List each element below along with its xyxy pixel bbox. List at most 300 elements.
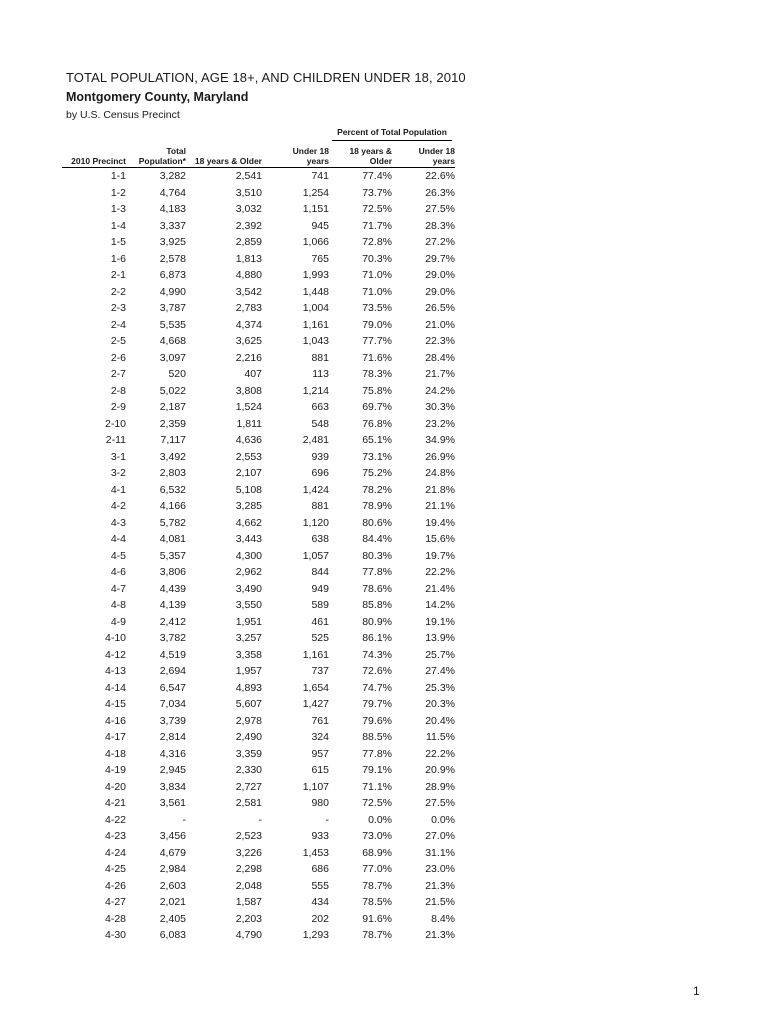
under18-cell: 1,151 (302, 203, 329, 215)
pct-under18-cell: 22.2% (425, 747, 455, 760)
adults-cell: 1,811 (236, 417, 262, 430)
adults-cell: 4,893 (235, 681, 262, 694)
pct-adults-cell: 78.7% (362, 929, 392, 941)
pct-adults-cell: 72.6% (362, 665, 392, 677)
under18-cell: 933 (311, 830, 329, 842)
table-row (62, 383, 455, 400)
total-population-cell: 3,806 (159, 566, 186, 578)
precinct-cell: 1-6 (110, 252, 126, 265)
pct-adults-cell: 79.7% (362, 698, 392, 710)
adults-cell: 2,541 (235, 170, 262, 182)
under18-cell: 1,254 (302, 186, 329, 199)
under18-cell: 113 (312, 368, 329, 380)
pct-adults-cell: 73.5% (362, 302, 392, 314)
total-population-cell: 3,282 (159, 170, 186, 182)
pct-adults-cell: 71.0% (362, 285, 392, 298)
pct-adults-cell: 78.5% (362, 896, 392, 908)
total-population-cell: 3,739 (159, 714, 186, 727)
table-row (62, 317, 455, 334)
under18-cell: 844 (311, 566, 329, 578)
pct-adults-cell: 73.7% (362, 186, 392, 199)
total-population-cell: 4,316 (159, 747, 186, 760)
under18-cell: 1,004 (302, 302, 329, 314)
table-row (62, 647, 455, 664)
pct-under18-cell: 23.0% (425, 863, 455, 875)
table-row (62, 696, 455, 713)
adults-cell: 1,587 (235, 896, 262, 908)
table-row (62, 399, 455, 416)
total-population-cell: 6,547 (159, 681, 186, 694)
under18-cell: 696 (311, 467, 329, 479)
page-title: TOTAL POPULATION, AGE 18+, AND CHILDREN UNDER 18, 2010 (66, 70, 466, 85)
precinct-cell: 4-25 (104, 863, 126, 875)
pct-under18-cell: 19.7% (425, 549, 455, 562)
precinct-cell: 4-22 (104, 813, 126, 826)
pct-under18-cell: 21.4% (425, 582, 455, 595)
table-row (62, 729, 455, 746)
total-population-cell: 7,034 (159, 698, 186, 710)
under18-cell: 555 (311, 879, 329, 892)
precinct-cell: 4-26 (104, 879, 126, 892)
pct-under18-cell: 21.8% (425, 483, 455, 496)
table-row (62, 185, 455, 202)
pct-under18-cell: 13.9% (425, 632, 455, 644)
table-row (62, 779, 455, 796)
col-header-precinct: 2010 Precinct (62, 146, 126, 168)
pct-under18-cell: 23.2% (425, 417, 455, 430)
pct-under18-cell: 26.3% (425, 186, 455, 199)
precinct-cell: 2-3 (110, 302, 126, 314)
total-population-cell: 4,679 (159, 846, 186, 859)
adults-cell: 3,625 (235, 335, 262, 347)
precinct-cell: 4-19 (104, 764, 126, 776)
pct-under18-cell: 28.4% (425, 351, 455, 364)
pct-adults-cell: 88.5% (362, 731, 392, 743)
pct-adults-cell: 80.3% (362, 549, 392, 562)
total-population-cell: 2,412 (159, 615, 186, 628)
precinct-cell: 4-15 (104, 698, 126, 710)
table-row (62, 168, 455, 185)
adults-cell: 4,300 (235, 549, 262, 562)
pct-under18-cell: 31.1% (425, 846, 455, 859)
pct-under18-cell: 28.3% (425, 219, 455, 232)
table-row (62, 234, 455, 251)
under18-cell: 881 (311, 351, 329, 364)
precinct-cell: 3-1 (110, 450, 126, 463)
precinct-cell: 4-30 (104, 929, 126, 941)
pct-adults-cell: 77.4% (362, 170, 392, 182)
under18-cell: 949 (311, 582, 329, 595)
total-population-cell: 5,782 (159, 516, 186, 529)
pct-adults-cell: 74.7% (362, 681, 392, 694)
total-population-cell: 2,021 (159, 896, 186, 908)
pct-under18-cell: 19.4% (425, 516, 455, 529)
adults-cell: 2,962 (235, 566, 262, 578)
total-population-cell: 3,925 (159, 236, 186, 248)
table-row (62, 531, 455, 548)
pct-under18-cell: 22.3% (425, 335, 455, 347)
adults-cell: 2,490 (235, 731, 262, 743)
pct-under18-cell: 27.5% (425, 203, 455, 215)
precinct-cell: 4-16 (104, 714, 126, 727)
pct-under18-cell: 21.3% (425, 879, 455, 892)
precinct-cell: 4-4 (110, 533, 126, 545)
pct-adults-cell: 77.7% (362, 335, 392, 347)
table-row (62, 795, 455, 812)
pct-under18-cell: 27.0% (425, 830, 455, 842)
precinct-cell: 4-5 (110, 549, 126, 562)
precinct-cell: 4-27 (104, 896, 126, 908)
precinct-cell: 4-10 (104, 632, 126, 644)
total-population-cell: 2,359 (159, 417, 186, 430)
under18-cell: 1,654 (302, 681, 329, 694)
pct-adults-cell: 79.6% (362, 714, 392, 727)
pct-adults-cell: 77.8% (362, 566, 392, 578)
adults-cell: 407 (244, 368, 262, 380)
pct-under18-cell: 29.7% (425, 252, 455, 265)
page-subtitle: Montgomery County, Maryland (66, 90, 249, 104)
pct-adults-cell: 91.6% (362, 912, 392, 925)
pct-adults-cell: 78.9% (362, 500, 392, 512)
adults-cell: 3,510 (235, 186, 262, 199)
pct-under18-cell: 20.3% (425, 698, 455, 710)
table-row (62, 746, 455, 763)
under18-cell: 1,993 (302, 269, 329, 281)
pct-under18-cell: 22.6% (425, 170, 455, 182)
total-population-cell: 6,083 (159, 929, 186, 941)
pct-under18-cell: 15.6% (425, 533, 455, 545)
precinct-cell: 1-3 (110, 203, 126, 215)
table-row (62, 515, 455, 532)
table-row (62, 416, 455, 433)
adults-cell: 5,108 (235, 483, 262, 496)
table-row (62, 449, 455, 466)
adults-cell: 2,581 (235, 797, 262, 809)
total-population-cell: 4,519 (159, 648, 186, 661)
under18-cell: 1,424 (302, 483, 329, 496)
total-population-cell: 6,873 (159, 269, 186, 281)
under18-cell: 548 (311, 417, 329, 430)
pct-adults-cell: 78.2% (362, 483, 392, 496)
pct-adults-cell: 84.4% (362, 533, 392, 545)
under18-cell: 881 (311, 500, 329, 512)
pct-adults-cell: 76.8% (362, 417, 392, 430)
total-population-cell: 2,603 (159, 879, 186, 892)
precinct-cell: 2-9 (110, 401, 126, 413)
adults-cell: 3,542 (235, 285, 262, 298)
adults-cell: 2,978 (235, 714, 262, 727)
pct-under18-cell: 0.0% (431, 813, 455, 826)
total-population-cell: 2,814 (159, 731, 186, 743)
precinct-cell: 4-6 (110, 566, 126, 578)
precinct-cell: 4-9 (110, 615, 126, 628)
precinct-cell: 4-8 (110, 599, 126, 611)
pct-under18-cell: 27.4% (425, 665, 455, 677)
pct-adults-cell: 86.1% (362, 632, 392, 644)
table-row (62, 300, 455, 317)
total-population-cell: 3,337 (159, 219, 186, 232)
under18-cell: 1,161 (302, 318, 329, 331)
precinct-cell: 4-12 (104, 648, 126, 661)
pct-under18-cell: 28.9% (425, 780, 455, 793)
adults-cell: 3,550 (235, 599, 262, 611)
pct-under18-cell: 20.4% (425, 714, 455, 727)
under18-cell: 1,057 (302, 549, 329, 562)
precinct-cell: 2-11 (105, 434, 126, 446)
under18-cell: 615 (311, 764, 329, 776)
pct-under18-cell: 21.7% (425, 368, 455, 380)
pct-adults-cell: 71.7% (362, 219, 392, 232)
col-header-adults: 18 years & Older (186, 146, 262, 168)
pct-adults-cell: 74.3% (362, 648, 392, 661)
precinct-cell: 4-17 (104, 731, 126, 743)
table-row (62, 564, 455, 581)
total-population-cell: - (182, 813, 186, 826)
total-population-cell: 3,097 (159, 351, 186, 364)
table-row (62, 927, 455, 944)
under18-cell: 434 (311, 896, 329, 908)
pct-under18-cell: 21.0% (425, 318, 455, 331)
total-population-cell: 3,561 (159, 797, 186, 809)
table-row (62, 680, 455, 697)
precinct-cell: 4-24 (104, 846, 126, 859)
total-population-cell: 4,990 (159, 285, 186, 298)
table-row (62, 597, 455, 614)
pct-adults-cell: 69.7% (362, 401, 392, 413)
pct-adults-cell: 79.0% (362, 318, 392, 331)
adults-cell: 3,490 (235, 582, 262, 595)
precinct-cell: 2-4 (110, 318, 126, 331)
adults-cell: 3,285 (235, 500, 262, 512)
under18-cell: 1,427 (302, 698, 329, 710)
table-row (62, 762, 455, 779)
pct-under18-cell: 26.5% (425, 302, 455, 314)
table-row (62, 861, 455, 878)
total-population-cell: 6,532 (159, 483, 186, 496)
table-row (62, 267, 455, 284)
table-row (62, 812, 455, 829)
pct-adults-cell: 0.0% (368, 813, 392, 826)
precinct-cell: 4-20 (104, 780, 126, 793)
precinct-cell: 2-1 (110, 269, 126, 281)
under18-cell: 737 (311, 665, 329, 677)
percent-group-header: Percent of Total Population (332, 127, 452, 141)
under18-cell: 202 (311, 912, 329, 925)
adults-cell: 2,048 (235, 879, 262, 892)
adults-cell: 2,783 (235, 302, 262, 314)
adults-cell: 5,607 (235, 698, 262, 710)
adults-cell: 3,359 (235, 747, 262, 760)
under18-cell: 1,066 (302, 236, 329, 248)
pct-adults-cell: 72.5% (362, 797, 392, 809)
pct-under18-cell: 27.5% (425, 797, 455, 809)
total-population-cell: 2,694 (159, 665, 186, 677)
total-population-cell: 4,183 (159, 203, 186, 215)
pct-adults-cell: 65.1% (362, 434, 392, 446)
under18-cell: 589 (311, 599, 329, 611)
pct-adults-cell: 85.8% (362, 599, 392, 611)
adults-cell: 3,358 (235, 648, 262, 661)
adults-cell: 4,374 (235, 318, 262, 331)
under18-cell: 1,120 (302, 516, 329, 529)
precinct-cell: 2-7 (110, 368, 126, 380)
precinct-cell: 4-1 (110, 483, 126, 496)
total-population-cell: 3,834 (159, 780, 186, 793)
precinct-cell: 3-2 (110, 467, 126, 479)
pct-under18-cell: 34.9% (425, 434, 455, 446)
total-population-cell: 4,764 (159, 186, 186, 199)
pct-adults-cell: 77.0% (362, 863, 392, 875)
pct-under18-cell: 11.5% (426, 731, 455, 743)
adults-cell: 2,298 (235, 863, 262, 875)
precinct-cell: 2-8 (110, 384, 126, 397)
under18-cell: 1,107 (302, 780, 329, 793)
under18-cell: 663 (311, 401, 329, 413)
table-row (62, 630, 455, 647)
total-population-cell: 3,456 (159, 830, 186, 842)
col-header-pct-under18: Under 18 years (392, 146, 455, 168)
table-row (62, 894, 455, 911)
pct-adults-cell: 78.7% (362, 879, 392, 892)
under18-cell: 2,481 (302, 434, 329, 446)
precinct-cell: 4-2 (110, 500, 126, 512)
table-row (62, 713, 455, 730)
pct-adults-cell: 71.6% (362, 351, 392, 364)
adults-cell: 4,636 (235, 434, 262, 446)
pct-adults-cell: 75.8% (362, 384, 392, 397)
adults-cell: 1,951 (235, 615, 262, 628)
total-population-cell: 2,405 (159, 912, 186, 925)
total-population-cell: 2,187 (159, 401, 186, 413)
table-header-row (62, 146, 455, 168)
table-row (62, 581, 455, 598)
table-row (62, 614, 455, 631)
total-population-cell: 3,492 (159, 450, 186, 463)
total-population-cell: 4,139 (159, 599, 186, 611)
col-header-under18: Under 18 years (262, 146, 329, 168)
under18-cell: 1,161 (302, 648, 329, 661)
adults-cell: 2,859 (235, 236, 262, 248)
pct-under18-cell: 30.3% (425, 401, 455, 413)
precinct-cell: 4-18 (104, 747, 126, 760)
pct-under18-cell: 25.3% (425, 681, 455, 694)
precinct-cell: 4-23 (104, 830, 126, 842)
table-row (62, 465, 455, 482)
precinct-cell: 1-2 (110, 186, 126, 199)
pct-adults-cell: 71.0% (362, 269, 392, 281)
under18-cell: 765 (311, 252, 329, 265)
pct-adults-cell: 78.6% (362, 582, 392, 595)
adults-cell: 3,808 (235, 384, 262, 397)
table-row (62, 251, 455, 268)
under18-cell: 741 (311, 170, 329, 182)
total-population-cell: 4,166 (159, 500, 186, 512)
pct-adults-cell: 73.1% (362, 450, 392, 463)
precinct-cell: 4-13 (104, 665, 126, 677)
under18-cell: 761 (311, 714, 329, 727)
precinct-cell: 4-14 (104, 681, 126, 694)
under18-cell: 1,214 (302, 384, 329, 397)
under18-cell: 1,448 (302, 285, 329, 298)
under18-cell: 945 (311, 219, 329, 232)
pct-under18-cell: 27.2% (425, 236, 455, 248)
table-row (62, 366, 455, 383)
total-population-cell: 2,984 (159, 863, 186, 875)
table-row (62, 482, 455, 499)
col-header-pct-adults: 18 years & Older (329, 146, 392, 168)
pct-under18-cell: 24.8% (425, 467, 455, 479)
under18-cell: 638 (311, 533, 329, 545)
pct-under18-cell: 25.7% (425, 648, 455, 661)
precinct-cell: 4-28 (104, 912, 126, 925)
adults-cell: 2,107 (235, 467, 262, 479)
table-row (62, 350, 455, 367)
precinct-cell: 1-4 (110, 219, 126, 232)
total-population-cell: 4,081 (159, 533, 186, 545)
pct-under18-cell: 21.3% (425, 929, 455, 941)
under18-cell: 939 (311, 450, 329, 463)
total-population-cell: 3,782 (159, 632, 186, 644)
pct-adults-cell: 71.1% (362, 780, 392, 793)
pct-under18-cell: 26.9% (425, 450, 455, 463)
pct-adults-cell: 77.8% (362, 747, 392, 760)
adults-cell: - (258, 813, 262, 826)
pct-under18-cell: 8.4% (431, 912, 455, 925)
precinct-cell: 2-10 (104, 417, 126, 430)
table-row (62, 878, 455, 895)
pct-under18-cell: 24.2% (425, 384, 455, 397)
adults-cell: 2,203 (235, 912, 262, 925)
table-row (62, 432, 455, 449)
table-row (62, 333, 455, 350)
table-row (62, 828, 455, 845)
table-row (62, 218, 455, 235)
adults-cell: 2,553 (235, 450, 262, 463)
precinct-cell: 1-5 (110, 236, 126, 248)
pct-adults-cell: 79.1% (362, 764, 392, 776)
pct-under18-cell: 20.9% (425, 764, 455, 776)
adults-cell: 4,880 (235, 269, 262, 281)
under18-cell: - (325, 813, 329, 826)
under18-cell: 957 (311, 747, 329, 760)
pct-adults-cell: 73.0% (362, 830, 392, 842)
total-population-cell: 5,357 (159, 549, 186, 562)
pct-adults-cell: 80.9% (362, 615, 392, 628)
under18-cell: 324 (311, 731, 329, 743)
adults-cell: 4,662 (235, 516, 262, 529)
total-population-cell: 2,803 (159, 467, 186, 479)
pct-adults-cell: 80.6% (362, 516, 392, 529)
adults-cell: 4,790 (235, 929, 262, 941)
under18-cell: 1,453 (302, 846, 329, 859)
pct-under18-cell: 21.1% (425, 500, 455, 512)
precinct-cell: 2-6 (110, 351, 126, 364)
adults-cell: 3,226 (235, 846, 262, 859)
adults-cell: 2,523 (235, 830, 262, 842)
adults-cell: 1,524 (235, 401, 262, 413)
under18-cell: 1,293 (302, 929, 329, 941)
adults-cell: 3,032 (235, 203, 262, 215)
table-row (62, 201, 455, 218)
pct-adults-cell: 72.8% (362, 236, 392, 248)
adults-cell: 3,443 (235, 533, 262, 545)
total-population-cell: 3,787 (159, 302, 186, 314)
adults-cell: 3,257 (235, 632, 262, 644)
table-row (62, 845, 455, 862)
table-row (62, 548, 455, 565)
adults-cell: 2,392 (235, 219, 262, 232)
under18-cell: 525 (311, 632, 329, 644)
